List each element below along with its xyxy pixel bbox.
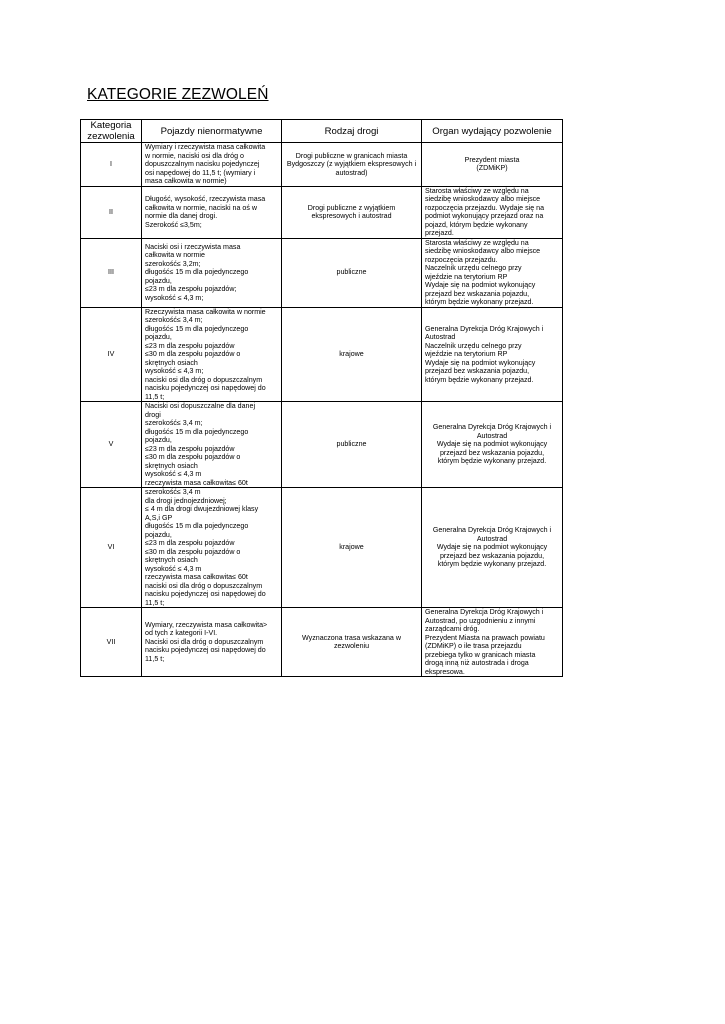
authority-cell: Prezydent miasta (ZDMiKP) — [422, 143, 563, 187]
page-title: KATEGORIE ZEZWOLEŃ — [87, 86, 269, 103]
category-cell: IV — [81, 307, 142, 402]
category-cell: II — [81, 186, 142, 238]
authority-cell: Generalna Dyrekcja Dróg Krajowych i Autostrad Wydaje się na podmiot wykonujący przejazd bez wskazania pojazdu, którym będzie wykonany przejazd. — [422, 402, 563, 488]
vehicles-cell: Naciski osi dopuszczalne dla danej drogi szerokość≤ 3,4 m; długość≤ 15 m dla pojedynczego pojazdu, ≤23 m dla zespołu pojazdów ≤30 m dla zespołu pojazdów o skrętnych osiach wysokość ≤ 4,3 m rzeczywista masa całkowita≤ 60t — [142, 402, 282, 488]
table-header-row — [81, 120, 563, 143]
authority-cell: Generalna Dyrekcja Dróg Krajowych i Autostrad Wydaje się na podmiot wykonujący przejazd bez wskazania pojazdu, którym będzie wykonany przejazd. — [422, 488, 563, 608]
road-type-cell: publiczne — [282, 238, 422, 307]
category-cell: I — [81, 143, 142, 187]
road-type-cell: Drogi publiczne z wyjątkiem ekspresowych i autostrad — [282, 186, 422, 238]
permit-categories-table — [80, 119, 563, 677]
category-cell: VII — [81, 608, 142, 677]
road-type-cell: Drogi publiczne w granicach miasta Bydgoszczy (z wyjątkiem ekspresowych i autostrad) — [282, 143, 422, 187]
header-category: Kategoria zezwolenia — [81, 120, 142, 143]
vehicles-cell: Wymiary, rzeczywista masa całkowita> od tych z kategorii I-VI. Naciski osi dla dróg o dopuszczalnym nacisku pojedynczej osi napędowej do 11,5 t; — [142, 608, 282, 677]
authority-cell: Generalna Dyrekcja Dróg Krajowych i Autostrad Naczelnik urzędu celnego przy wjeździe na terytorium RP Wydaje się na podmiot wykonujący przejazd bez wskazania pojazdu, którym będzie wykonany przejazd. — [422, 307, 563, 402]
vehicles-cell: Naciski osi i rzeczywista masa całkowita w normie szerokość≤ 3,2m; długość≤ 15 m dla pojedynczego pojazdu, ≤23 m dla zespołu pojazdów; wysokość ≤ 4,3 m; — [142, 238, 282, 307]
category-cell: VI — [81, 488, 142, 608]
road-type-cell: publiczne — [282, 402, 422, 488]
vehicles-cell: szerokość≤ 3,4 m dla drogi jednojezdniowej; ≤ 4 m dla drogi dwujezdniowej klasy A,S,i GP długość≤ 15 m dla pojedynczego pojazdu, ≤23 m dla zespołu pojazdów ≤30 m dla zespołu pojazdów o skrętnych osiach wysokość ≤ 4,3 m rzeczywista masa całkowita≤ 60t naciski osi dla dróg o dopuszczalnym nacisku pojedynczej osi napędowej do 11,5 t; — [142, 488, 282, 608]
header-authority: Organ wydający pozwolenie — [422, 120, 563, 143]
header-road-type: Rodzaj drogi — [282, 120, 422, 143]
vehicles-cell: Długość, wysokość, rzeczywista masa całkowita w normie, naciski na oś w normie dla danej drogi. Szerokość ≤3,5m; — [142, 186, 282, 238]
header-vehicles: Pojazdy nienormatywne — [142, 120, 282, 143]
table-row — [81, 238, 563, 307]
vehicles-cell: Wymiary i rzeczywista masa całkowita w normie, naciski osi dla dróg o dopuszczalnym nacisku pojedynczej osi napędowej do 11,5 t; (wymiary i masa całkowita w normie) — [142, 143, 282, 187]
authority-cell: Generalna Dyrekcja Dróg Krajowych i Autostrad, po uzgodnieniu z innymi zarządcami dróg. Prezydent Miasta na prawach powiatu (ZDMiKP) o ile trasa przejazdu przebiega tylko w granicach miasta drogą inną niż autostrada i droga ekspresowa. — [422, 608, 563, 677]
category-cell: III — [81, 238, 142, 307]
table-row — [81, 608, 563, 677]
road-type-cell: Wyznaczona trasa wskazana w zezwoleniu — [282, 608, 422, 677]
road-type-cell: krajowe — [282, 307, 422, 402]
table-row — [81, 307, 563, 402]
table-row — [81, 488, 563, 608]
authority-cell: Starosta właściwy ze względu na siedzibę wnioskodawcy albo miejsce rozpoczęcia przejazdu. Naczelnik urzędu celnego przy wjeździe na terytorium RP Wydaje się na podmiot wykonujący przejazd bez wskazania pojazdu, którym będzie wykonany przejazd. — [422, 238, 563, 307]
category-cell: V — [81, 402, 142, 488]
table-row — [81, 402, 563, 488]
authority-cell: Starosta właściwy ze względu na siedzibę wnioskodawcy albo miejsce rozpoczęcia przejazdu. Wydaje się na podmiot wykonujący przejazd oraz na pojazd, którym będzie wykonany przejazd. — [422, 186, 563, 238]
table-row — [81, 186, 563, 238]
table-row — [81, 143, 563, 187]
road-type-cell: krajowe — [282, 488, 422, 608]
vehicles-cell: Rzeczywista masa całkowita w normie szerokość≤ 3,4 m; długość≤ 15 m dla pojedynczego pojazdu, ≤23 m dla zespołu pojazdów ≤30 m dla zespołu pojazdów o skrętnych osiach wysokość ≤ 4,3 m; naciski osi dla dróg o dopuszczalnym nacisku pojedynczej osi napędowej do 11,5 t; — [142, 307, 282, 402]
